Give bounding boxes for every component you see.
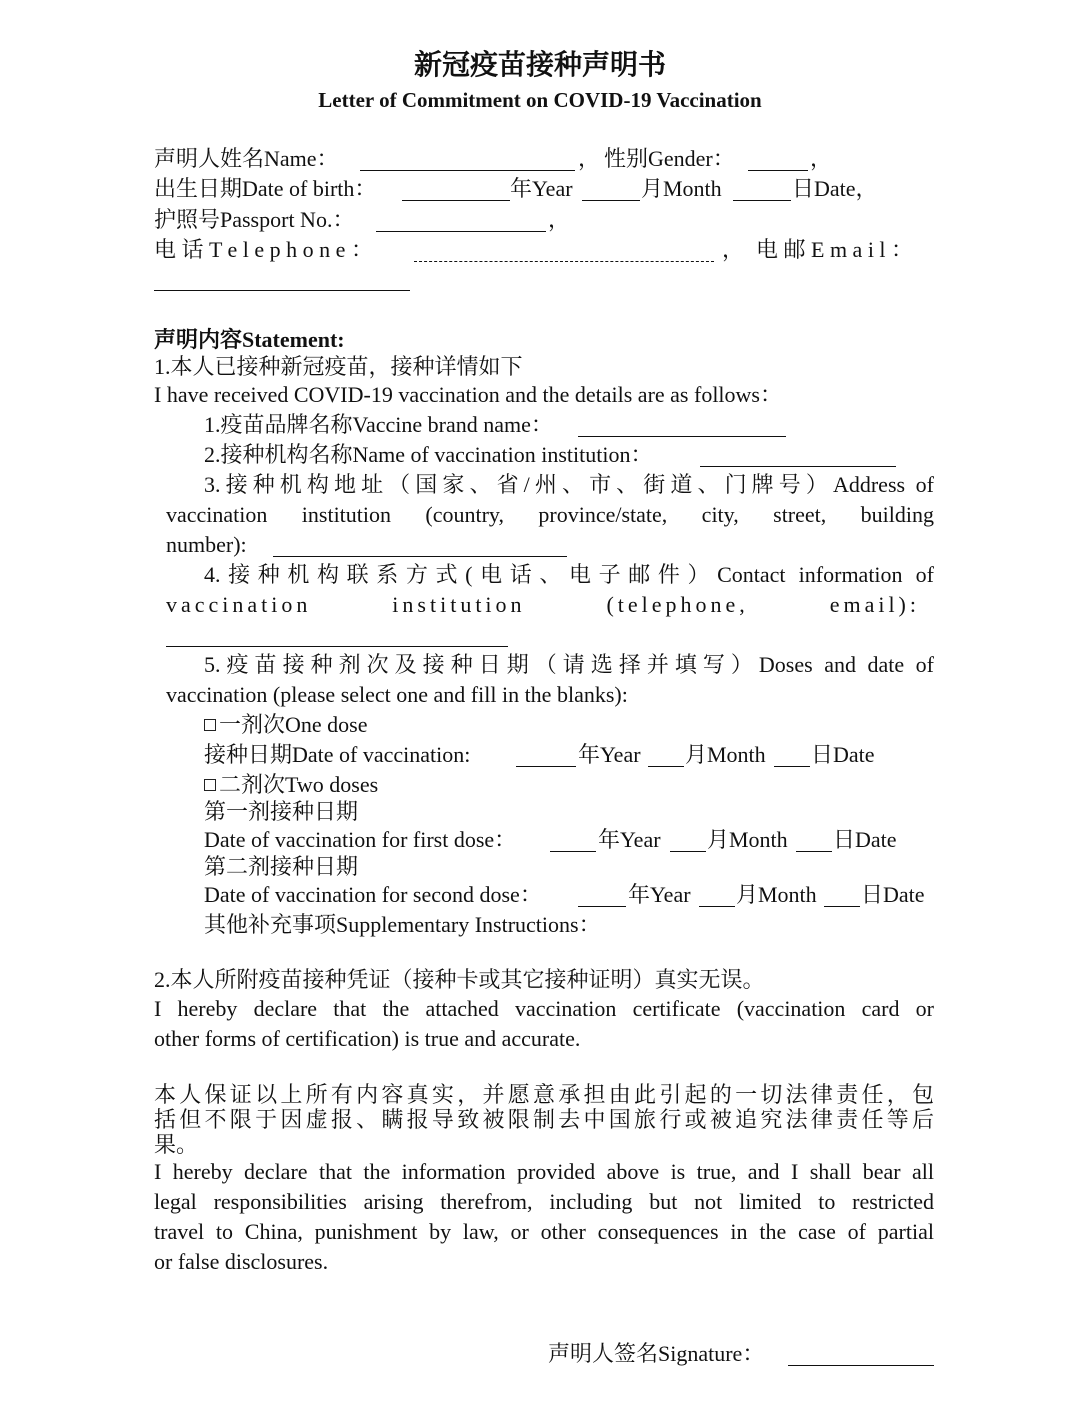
year-label: 年Year — [598, 827, 661, 852]
supplementary-label: 其他补充事项Supplementary Instructions： — [204, 912, 601, 937]
date-label: 日Date — [861, 882, 925, 907]
one-dose-option[interactable] — [204, 711, 367, 739]
comma: ， — [810, 146, 833, 171]
email-field[interactable] — [154, 290, 410, 291]
telephone-label: 电 话 T e l e p h o n e ： — [154, 237, 373, 262]
passport-label: 护照号Passport No.： — [154, 207, 355, 232]
date-label: 日Date， — [792, 176, 878, 201]
vaccine-brand-field[interactable] — [578, 436, 786, 437]
comma: ， — [578, 146, 601, 171]
vaccination-year-field[interactable] — [516, 766, 576, 767]
checkbox[interactable] — [204, 719, 216, 731]
second-dose-year-field[interactable] — [578, 906, 626, 907]
month-label: 月Month — [685, 742, 766, 767]
vaccine-brand-label: 1.疫苗品牌名称Vaccine brand name： — [204, 412, 553, 437]
guarantee-en-line1: I hereby declare that the information provided above is true, and I shall bear all — [154, 1159, 934, 1184]
guarantee-en-line2: legal responsibilities arising therefrom, including but not limited to restricted — [154, 1189, 934, 1214]
dob-year-field[interactable] — [402, 200, 510, 201]
doses-line1: 5.疫苗接种剂次及接种日期（请选择并填写）Doses and date of — [204, 652, 934, 677]
comma: ， — [722, 237, 745, 262]
first-dose-en: Date of vaccination for first dose： — [204, 827, 517, 852]
dob-label: 出生日期Date of birth： — [154, 176, 377, 201]
guarantee-zh-line1: 本人保证以上所有内容真实，并愿意承担由此引起的一切法律责任，包 — [154, 1082, 934, 1107]
doses-line2: vaccination (please select one and fill in the blanks): — [166, 682, 628, 707]
dob-month-field[interactable] — [582, 200, 640, 201]
year-label: 年Year — [628, 882, 691, 907]
first-dose-zh: 第一剂接种日期 — [204, 799, 359, 824]
contact-line2: vaccination institution (telephone, email): — [166, 592, 920, 617]
two-doses-option[interactable] — [204, 771, 378, 799]
signature-label: 声明人签名Signature： — [548, 1341, 765, 1366]
vaccination-month-field[interactable] — [648, 766, 684, 767]
item1-en: I have received COVID-19 vaccination and the details are as follows： — [154, 382, 782, 407]
first-dose-month-field[interactable] — [670, 851, 706, 852]
contact-line1: 4.接种机构联系方式(电话、电子邮件）Contact information of — [204, 562, 934, 587]
month-label: 月Month — [641, 176, 722, 201]
month-label: 月Month — [736, 882, 817, 907]
year-label: 年Year — [578, 742, 641, 767]
item2-zh: 2.本人所附疫苗接种凭证（接种卡或其它接种证明）真实无误。 — [154, 967, 765, 992]
first-dose-year-field[interactable] — [550, 851, 596, 852]
second-dose-month-field[interactable] — [699, 906, 735, 907]
year-label: 年Year — [510, 176, 573, 201]
statement-heading: 声明内容Statement: — [154, 327, 345, 352]
institution-name-label: 2.接种机构名称Name of vaccination institution： — [204, 442, 653, 467]
institution-name-field[interactable] — [700, 466, 896, 467]
passport-field[interactable] — [376, 231, 546, 232]
email-label: 电 邮 E m a i l ： — [756, 237, 914, 262]
guarantee-zh-line3: 果。 — [154, 1132, 199, 1157]
address-line1: 3.接种机构地址（国家、省/州、市、街道、门牌号）Address of — [204, 472, 934, 497]
second-dose-zh: 第二剂接种日期 — [204, 854, 359, 879]
vaccination-date-field[interactable] — [774, 766, 810, 767]
item2-en-line1: I hereby declare that the attached vaccination certificate (vaccination card or — [154, 996, 934, 1021]
gender-label: 性别Gender： — [604, 146, 735, 171]
second-dose-en: Date of vaccination for second dose： — [204, 882, 542, 907]
date-label: 日Date — [833, 827, 897, 852]
guarantee-en-line3: travel to China, punishment by law, or other consequences in the case of partial — [154, 1219, 934, 1244]
contact-field[interactable] — [166, 646, 508, 647]
date-of-vaccination-label: 接种日期Date of vaccination: — [204, 742, 471, 767]
one-dose-label: 一剂次One dose — [219, 712, 368, 737]
address-line2: vaccination institution (country, province/state, city, street, building — [166, 502, 934, 527]
gender-field[interactable] — [748, 170, 808, 171]
two-doses-label: 二剂次Two doses — [219, 772, 379, 797]
dob-date-field[interactable] — [733, 200, 791, 201]
first-dose-date-field[interactable] — [796, 851, 832, 852]
document-title-en: Letter of Commitment on COVID-19 Vaccination — [318, 88, 762, 112]
date-label: 日Date — [811, 742, 875, 767]
item1-zh: 1.本人已接种新冠疫苗，接种详情如下 — [154, 354, 523, 379]
signature-field[interactable] — [788, 1365, 934, 1366]
guarantee-zh-line2: 括但不限于因虚报、瞒报导致被限制去中国旅行或被追究法律责任等后 — [154, 1107, 934, 1132]
month-label: 月Month — [707, 827, 788, 852]
document-title-zh: 新冠疫苗接种声明书 — [413, 50, 666, 81]
name-field[interactable] — [360, 170, 575, 171]
comma: ， — [548, 207, 571, 232]
item2-en-line2: other forms of certification) is true and accurate. — [154, 1026, 581, 1051]
second-dose-date-field[interactable] — [824, 906, 860, 907]
checkbox[interactable] — [204, 779, 216, 791]
guarantee-en-line4: or false disclosures. — [154, 1249, 329, 1274]
address-line3: number): — [166, 532, 247, 557]
telephone-field[interactable] — [414, 261, 714, 262]
name-label: 声明人姓名Name： — [154, 146, 339, 171]
address-field[interactable] — [273, 556, 567, 557]
